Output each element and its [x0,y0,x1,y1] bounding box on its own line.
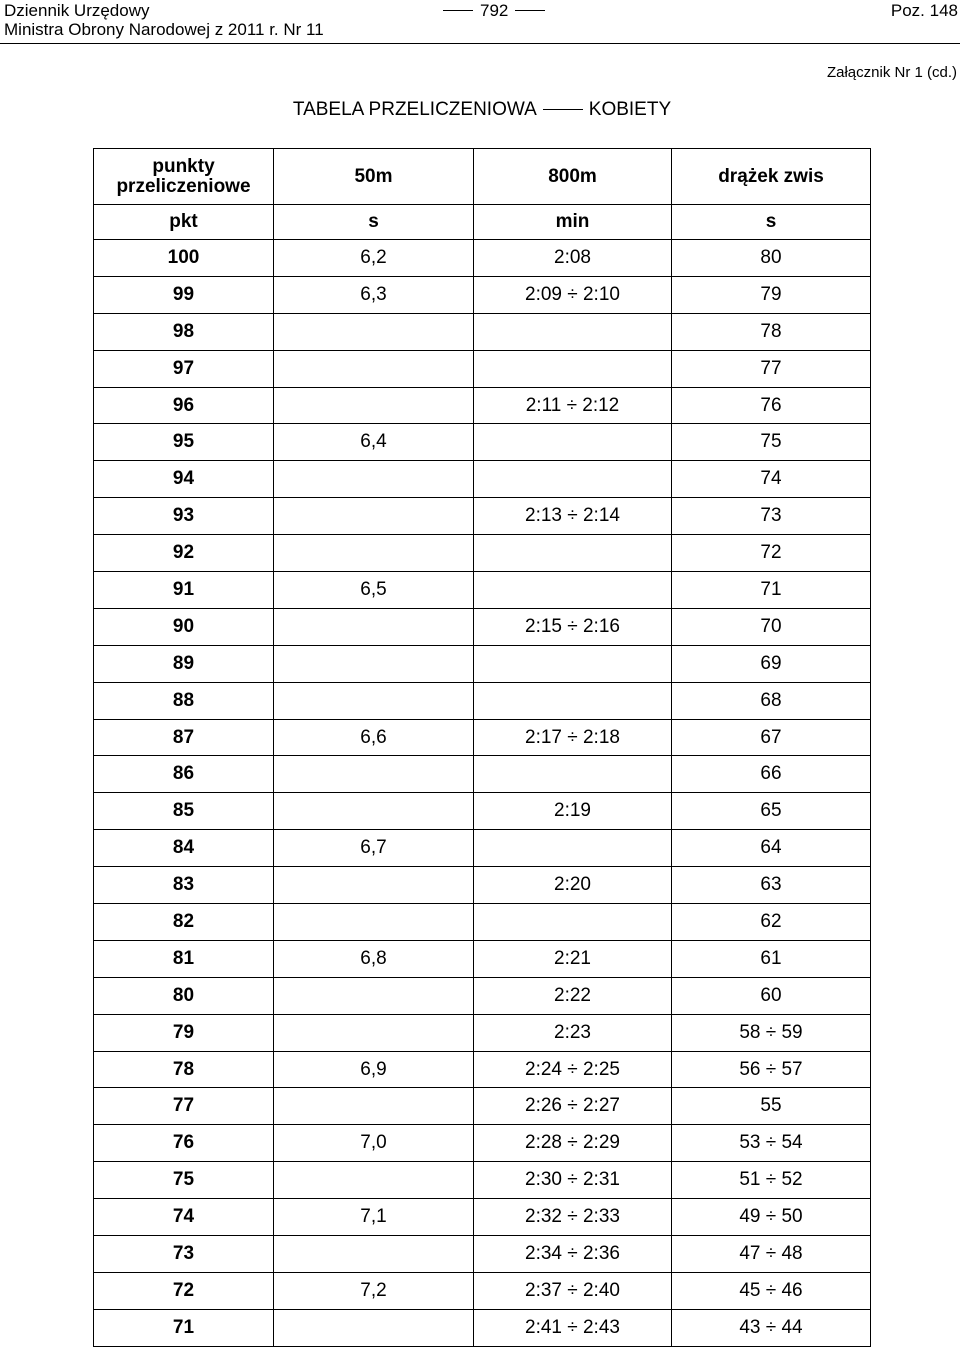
bar-hang-cell: 71 [672,572,871,609]
time-800m-cell: 2:22 [474,977,672,1014]
time-800m-cell: 2:37 ÷ 2:40 [474,1272,672,1309]
time-50m-cell [274,904,474,941]
time-50m-cell [274,682,474,719]
bar-hang-cell: 66 [672,756,871,793]
time-50m-cell: 7,1 [274,1199,474,1236]
points-cell: 96 [94,387,274,424]
time-800m-cell: 2:17 ÷ 2:18 [474,719,672,756]
points-cell: 84 [94,830,274,867]
bar-hang-cell: 72 [672,535,871,572]
conversion-table [93,148,871,1347]
time-50m-cell [274,313,474,350]
points-cell: 98 [94,313,274,350]
points-cell: 82 [94,904,274,941]
table-row [94,1272,871,1309]
bar-hang-cell: 65 [672,793,871,830]
bar-hang-cell: 47 ÷ 48 [672,1236,871,1273]
bar-hang-cell: 68 [672,682,871,719]
table-row [94,1236,871,1273]
table-row [94,645,871,682]
time-800m-cell: 2:26 ÷ 2:27 [474,1088,672,1125]
points-cell: 81 [94,940,274,977]
position-label: Poz. 148 [890,1,958,20]
points-cell: 94 [94,461,274,498]
points-cell: 97 [94,350,274,387]
time-50m-cell: 6,7 [274,830,474,867]
bar-hang-cell: 62 [672,904,871,941]
bar-hang-cell: 55 [672,1088,871,1125]
points-cell: 80 [94,977,274,1014]
time-800m-cell: 2:21 [474,940,672,977]
points-cell: 88 [94,682,274,719]
header-800m: 800m [474,149,672,205]
bar-hang-cell: 64 [672,830,871,867]
time-50m-cell [274,756,474,793]
header-row [94,149,871,205]
title-dash [543,109,583,110]
time-50m-cell: 6,9 [274,1051,474,1088]
points-cell: 74 [94,1199,274,1236]
time-50m-cell [274,461,474,498]
bar-hang-cell: 58 ÷ 59 [672,1014,871,1051]
bar-hang-cell: 53 ÷ 54 [672,1125,871,1162]
time-800m-cell: 2:20 [474,867,672,904]
table-row [94,387,871,424]
bar-hang-cell: 49 ÷ 50 [672,1199,871,1236]
dash-left [443,10,473,11]
time-800m-cell [474,756,672,793]
time-800m-cell: 2:08 [474,240,672,277]
bar-hang-cell: 79 [672,276,871,313]
time-800m-cell: 2:23 [474,1014,672,1051]
issuer-line: Ministra Obrony Narodowej z 2011 r. Nr 11 [4,20,324,39]
bar-hang-cell: 78 [672,313,871,350]
document-title [0,99,960,121]
time-800m-cell [474,830,672,867]
time-50m-cell [274,1014,474,1051]
unit-row [94,205,871,240]
bar-hang-cell: 69 [672,645,871,682]
points-cell: 100 [94,240,274,277]
points-cell: 71 [94,1309,274,1346]
table-row [94,572,871,609]
annex-label: Załącznik Nr 1 (cd.) [826,64,957,81]
time-800m-cell: 2:11 ÷ 2:12 [474,387,672,424]
points-cell: 79 [94,1014,274,1051]
table-row [94,1088,871,1125]
time-800m-cell [474,313,672,350]
time-800m-cell [474,682,672,719]
bar-hang-cell: 80 [672,240,871,277]
bar-hang-cell: 70 [672,608,871,645]
time-50m-cell [274,645,474,682]
table-row [94,1309,871,1346]
time-50m-cell [274,1309,474,1346]
bar-hang-cell: 73 [672,498,871,535]
table-row [94,756,871,793]
time-800m-cell: 2:28 ÷ 2:29 [474,1125,672,1162]
publication-name: Dziennik Urzędowy [4,1,150,20]
table-row [94,461,871,498]
header-points: punkty przeliczeniowe [94,149,274,205]
time-800m-cell [474,350,672,387]
bar-hang-cell: 77 [672,350,871,387]
time-800m-cell [474,424,672,461]
time-50m-cell: 6,6 [274,719,474,756]
time-50m-cell: 6,2 [274,240,474,277]
bar-hang-cell: 60 [672,977,871,1014]
dash-right [515,10,545,11]
title-group: KOBIETY [588,99,672,120]
unit-cell: min [474,205,672,240]
table-row [94,535,871,572]
table-row [94,1014,871,1051]
time-800m-cell: 2:34 ÷ 2:36 [474,1236,672,1273]
time-50m-cell [274,977,474,1014]
title-main: TABELA PRZELICZENIOWA [292,99,537,120]
table-row [94,1125,871,1162]
points-cell: 75 [94,1162,274,1199]
header-bar-hang: drążek zwis [672,149,871,205]
bar-hang-cell: 74 [672,461,871,498]
table-row [94,977,871,1014]
points-cell: 78 [94,1051,274,1088]
time-800m-cell [474,535,672,572]
table-row [94,682,871,719]
time-800m-cell: 2:13 ÷ 2:14 [474,498,672,535]
points-cell: 85 [94,793,274,830]
unit-cell: s [672,205,871,240]
time-800m-cell [474,645,672,682]
bar-hang-cell: 76 [672,387,871,424]
table-row [94,350,871,387]
time-800m-cell: 2:32 ÷ 2:33 [474,1199,672,1236]
time-800m-cell [474,572,672,609]
time-800m-cell: 2:41 ÷ 2:43 [474,1309,672,1346]
unit-cell: s [274,205,474,240]
bar-hang-cell: 45 ÷ 46 [672,1272,871,1309]
points-cell: 93 [94,498,274,535]
table-row [94,940,871,977]
time-50m-cell [274,498,474,535]
points-cell: 89 [94,645,274,682]
points-cell: 90 [94,608,274,645]
points-cell: 95 [94,424,274,461]
page-number: 792 [480,1,509,20]
table-row [94,424,871,461]
time-800m-cell: 2:30 ÷ 2:31 [474,1162,672,1199]
time-50m-cell: 7,0 [274,1125,474,1162]
time-800m-cell [474,904,672,941]
time-50m-cell: 7,2 [274,1272,474,1309]
time-50m-cell: 6,3 [274,276,474,313]
bar-hang-cell: 43 ÷ 44 [672,1309,871,1346]
time-800m-cell: 2:15 ÷ 2:16 [474,608,672,645]
time-50m-cell [274,867,474,904]
table-row [94,904,871,941]
table-row [94,276,871,313]
bar-hang-cell: 51 ÷ 52 [672,1162,871,1199]
time-50m-cell [274,387,474,424]
table-row [94,830,871,867]
table-row [94,498,871,535]
table-row [94,608,871,645]
bar-hang-cell: 56 ÷ 57 [672,1051,871,1088]
time-800m-cell: 2:19 [474,793,672,830]
table-row [94,1162,871,1199]
points-cell: 76 [94,1125,274,1162]
bar-hang-cell: 75 [672,424,871,461]
points-cell: 92 [94,535,274,572]
time-800m-cell [474,461,672,498]
bar-hang-cell: 67 [672,719,871,756]
time-50m-cell [274,1088,474,1125]
time-50m-cell: 6,5 [274,572,474,609]
table-row [94,313,871,350]
table-row [94,793,871,830]
points-cell: 86 [94,756,274,793]
bar-hang-cell: 63 [672,867,871,904]
table-row [94,1051,871,1088]
header-50m: 50m [274,149,474,205]
table-row [94,1199,871,1236]
page-number-block [436,1,552,20]
time-50m-cell [274,1162,474,1199]
points-cell: 87 [94,719,274,756]
table-row [94,867,871,904]
points-cell: 83 [94,867,274,904]
points-cell: 72 [94,1272,274,1309]
time-50m-cell: 6,4 [274,424,474,461]
time-50m-cell [274,535,474,572]
points-cell: 77 [94,1088,274,1125]
bar-hang-cell: 61 [672,940,871,977]
time-800m-cell: 2:09 ÷ 2:10 [474,276,672,313]
page-header-left [4,1,324,39]
points-cell: 99 [94,276,274,313]
time-50m-cell [274,608,474,645]
time-800m-cell: 2:24 ÷ 2:25 [474,1051,672,1088]
points-cell: 73 [94,1236,274,1273]
time-50m-cell [274,1236,474,1273]
header-divider [0,43,960,44]
time-50m-cell [274,350,474,387]
table-row [94,240,871,277]
unit-cell: pkt [94,205,274,240]
points-cell: 91 [94,572,274,609]
time-50m-cell: 6,8 [274,940,474,977]
time-50m-cell [274,793,474,830]
table-row [94,719,871,756]
